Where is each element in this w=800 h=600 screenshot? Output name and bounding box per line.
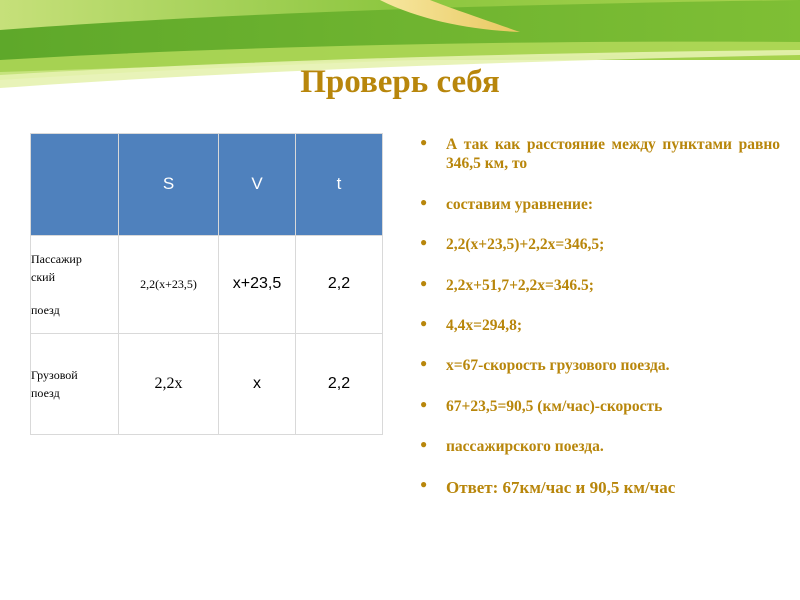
- cell-v-passenger: x+23,5: [219, 235, 296, 334]
- solution-list: [420, 135, 780, 520]
- cell-s-passenger: 2,2(x+23,5): [119, 235, 219, 334]
- table-row: [31, 235, 383, 334]
- row-label-line: Грузовой: [31, 367, 78, 382]
- list-item: [420, 437, 780, 456]
- bullet-icon: ●: [420, 437, 428, 451]
- list-item-text: А так как расстояние между пунктами равно 346,5 км, то: [446, 136, 780, 173]
- bullet-icon: ●: [420, 477, 428, 492]
- list-item: [420, 195, 780, 214]
- list-item-text: 2,2(x+23,5)+2,2x=346,5;: [446, 236, 605, 254]
- bullet-icon: ●: [420, 194, 428, 209]
- answer-text: Ответ: 67км/час и 90,5 км/час: [446, 478, 676, 498]
- cell-s-freight: 2,2x: [119, 334, 219, 435]
- row-label-line: ский: [31, 270, 55, 285]
- list-item: [420, 397, 780, 416]
- row-label-line: Пассажир: [31, 251, 82, 266]
- bullet-icon: ●: [420, 275, 428, 290]
- list-item-text: пассажирского поезда.: [446, 438, 604, 455]
- header-t: t: [296, 134, 383, 236]
- row-label-line: поезд: [31, 302, 60, 317]
- slide-title: Проверь себя: [300, 64, 500, 100]
- cell-v-freight: x: [219, 334, 296, 435]
- data-table: [30, 133, 383, 435]
- list-item: [420, 135, 780, 174]
- bullet-icon: ●: [420, 135, 428, 149]
- row-label-line: поезд: [31, 386, 60, 401]
- cell-t-passenger: 2,2: [296, 235, 383, 334]
- list-item-text: 4,4x=294,8;: [446, 316, 522, 334]
- bullet-icon: ●: [420, 235, 428, 250]
- header-v: V: [219, 134, 296, 236]
- cell-t-freight: 2,2: [296, 334, 383, 435]
- list-item-text: составим уравнение:: [446, 195, 594, 213]
- header-s: S: [119, 134, 219, 236]
- bullet-icon: ●: [420, 396, 428, 411]
- list-item: [420, 276, 780, 295]
- list-item: [420, 316, 780, 335]
- bullet-icon: ●: [420, 356, 428, 371]
- bullet-icon: ●: [420, 315, 428, 330]
- list-item: [420, 356, 780, 375]
- list-item: [420, 477, 780, 498]
- table-header-row: [31, 134, 383, 236]
- list-item: [420, 235, 780, 254]
- list-item-text: 2,2x+51,7+2,2x=346.5;: [446, 276, 594, 294]
- header-empty-cell: [31, 134, 119, 236]
- row-label-passenger: [31, 235, 119, 334]
- row-label-freight: [31, 334, 119, 435]
- table-row: [31, 334, 383, 435]
- list-item-text: 67+23,5=90,5 (км/час)-скорость: [446, 397, 663, 415]
- list-item-text: x=67-скорость грузового поезда.: [446, 357, 670, 375]
